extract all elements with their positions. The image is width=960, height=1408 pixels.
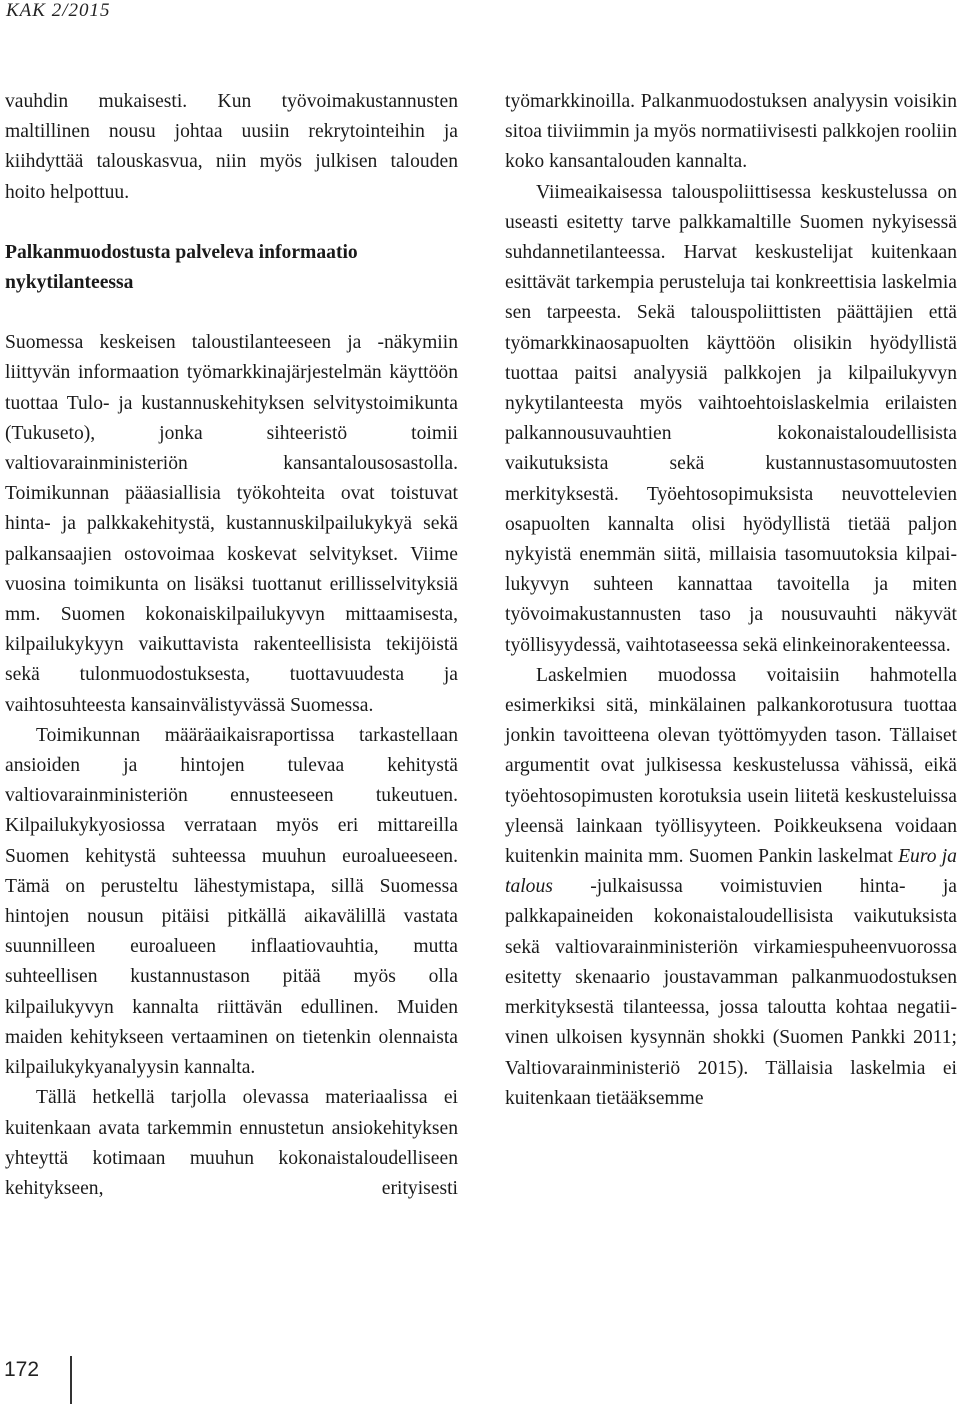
paragraph: Viimeaikaisessa talouspoliittisessa keskustelussa on useasti esitetty tarve palkkamaltille Suomen nykyisessä suhdannetilanteessa. Harvat keskustelijat kuitenkaan esittävät tarkempia perusteluja tai konkreettisia laskelmia sen tarpeesta. Sekä talouspoliittisten päättäjien että työmarkkinaosapuolten käyttöön olisikin hyödyllistä tuottaa paitsi analyysiä palkkojen ja kilpailukyvyn nykytilanteesta myös vaihtoehtoislaskelmia erilaisten palkannousuvauhtien kokonaistaloudellisista vaikutuksista sekä kustannustasomuutosten merkityksestä. Työehtosopimuksista neuvottelevien osapuolten kannalta olisi hyödyllistä tietää paljon nykyistä enemmän siitä, millaisia tasomuutoksia kilpailukyvyn suhteen kannattaa tavoitella ja miten työvoimakustannusten taso ja nousuvauhti näkyvät työllisyydessä, vaihtotaseessa sekä elinkeinorakenteessa. <box>505 181 957 656</box>
section-heading: Palkanmuodostusta palveleva informaatio nykytilanteessa <box>5 241 358 294</box>
paragraph: työmarkkinoilla. Palkanmuodostuksen analyysin voisikin sitoa tiiviimmin ja myös normatiivisesti palkkojen rooliin koko kansantalouden kannalta. <box>505 91 957 173</box>
paragraph-text: Laskelmien muodossa voitaisiin hahmotella esimerkiksi sitä, minkälainen palkankorotusura tuottaa jonkin tavoitteena olevan työttömyyden tason. Tällaiset argumentit ovat julkisessa keskustelussa vähissä, eikä työehtosopimusten korotuksia usein liitetä keskusteluissa yleensä lainkaan työllisyyteen. Poikkeuksena voidaan kuitenkin mainita mm. Suomen Pankin laskelmat <box>505 664 957 868</box>
page-number-rule <box>70 1356 72 1404</box>
paragraph: Toimikunnan määräaikaisraportissa tarkastellaan ansioiden ja hintojen tulevaa kehitystä valtiovarainministeriön ennusteeseen tukeutuen. Kilpailukykyosiossa verrataan myös eri mittareilla Suomen kehitystä suhteessa muuhun euroalueeseen. Tämä on perusteltu lähestymistapa, sillä Suomessa hintojen nousun pitäisi pitkällä aikavälillä vastata suunnilleen euroalueen inflaatiovauhtia, mutta suhteellisen kustannustason pitää myös olla kilpailukyvyn kannalta riittävän edullinen. Muiden maiden kehitykseen vertaaminen on tietenkin olennaista kilpailukykyanalyysin kannalta. <box>5 724 458 1079</box>
paragraph: Suomessa keskeisen taloustilanteeseen ja -näkymiin liittyvän informaation työmarkkinajärjestelmän käyttöön tuottaa Tulo- ja kustannuskehityksen selvitystoimikunta (Tukuseto), jonka sihteeristö toimii valtiovarainministeriön kansantalousosastolla. Toimikunnan pääasiallisia työkohteita ovat toistuvat hinta- ja palkkakehitystä, kustannuskilpailukykyä sekä palkansaajien ostovoimaa koskevat selvitykset. Viime vuosina toimikunta on lisäksi tuottanut erillisselvityksiä mm. Suomen kokonaiskilpailukyvyn mittaamisesta, kilpailukykyyn vaikuttavista rakenteellisista tekijöistä sekä tulonmuodostuksesta, tuottavuudesta ja vaihtosuhteesta kansainvälistyvässä Suomessa. <box>5 332 458 716</box>
right-column <box>505 87 957 1114</box>
publication-title: Euro ja talous <box>505 846 957 898</box>
running-head: KAK 2/2015 <box>6 0 111 21</box>
paragraph: Tällä hetkellä tarjolla olevassa materiaalissa ei kuitenkaan avata tarkemmin ennustetun ansiokehityksen yhteyttä kotimaan muuhun kokonaistaloudelliseen kehitykseen, erityisesti <box>5 1087 458 1199</box>
paragraph: vauhdin mukaisesti. Kun työvoimakustannusten maltillinen nousu johtaa uusiin rekrytointeihin ja kiihdyttää talouskasvua, niin myös julkisen talouden hoito helpottuu. <box>5 91 458 203</box>
paragraph-text: -julkaisussa voimistuvien hinta- ja palkkapaineiden kokonaistaloudellisista vaikutuksista sekä valtiovarainministeriön virkamiespuheenvuorossa esitetty skenaario joustavamman palkanmuodostuksen merkityksestä tilanteessa, jossa taloutta kohtaa negatiivinen ulkoisen kysynnän shokki (Suomen Pankki 2011; Valtiovarainministeriö 2015). Tällaisia laskelmia ei kuitenkaan tietääksemme <box>505 876 957 1109</box>
left-column <box>5 87 458 1204</box>
paragraph <box>505 661 957 1114</box>
page-number: 172 <box>4 1358 40 1381</box>
